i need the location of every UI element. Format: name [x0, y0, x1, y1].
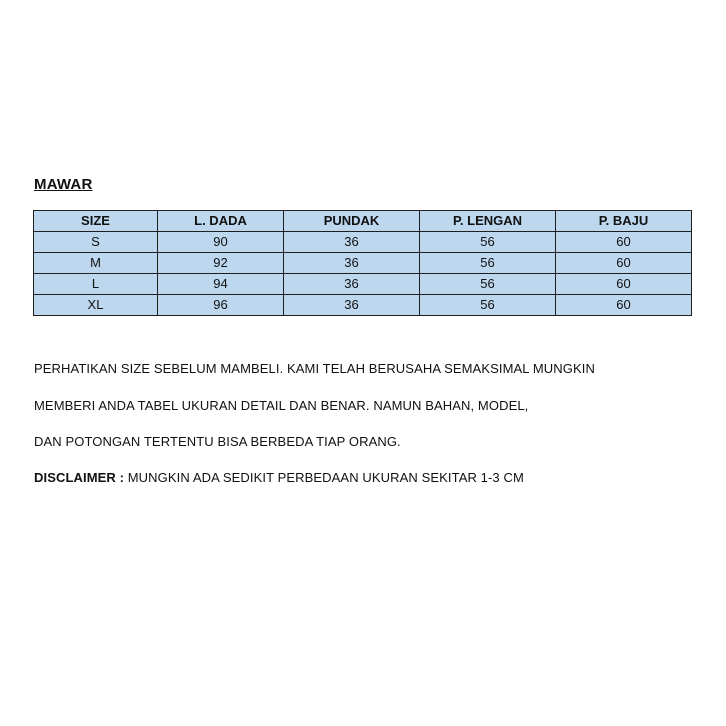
cell-garment-length: 60 — [556, 232, 692, 253]
cell-shoulder: 36 — [284, 253, 420, 274]
table-header-row — [34, 211, 692, 232]
cell-chest-width: 90 — [158, 232, 284, 253]
cell-sleeve-length: 56 — [420, 232, 556, 253]
cell-shoulder: 36 — [284, 274, 420, 295]
cell-size: M — [34, 253, 158, 274]
cell-shoulder: 36 — [284, 232, 420, 253]
cell-sleeve-length: 56 — [420, 253, 556, 274]
cell-shoulder: 36 — [284, 295, 420, 316]
cell-garment-length: 60 — [556, 253, 692, 274]
table-row — [34, 253, 692, 274]
note-line-1: PERHATIKAN SIZE SEBELUM MAMBELI. KAMI TELAH BERUSAHA SEMAKSIMAL MUNGKIN — [34, 361, 595, 376]
cell-sleeve-length: 56 — [420, 274, 556, 295]
cell-size: XL — [34, 295, 158, 316]
cell-garment-length: 60 — [556, 274, 692, 295]
header-size: SIZE — [34, 211, 158, 232]
header-sleeve-length: P. LENGAN — [420, 211, 556, 232]
cell-size: S — [34, 232, 158, 253]
cell-size: L — [34, 274, 158, 295]
disclaimer-text: MUNGKIN ADA SEDIKIT PERBEDAAN UKURAN SEKITAR 1-3 CM — [124, 470, 524, 485]
cell-chest-width: 96 — [158, 295, 284, 316]
disclaimer-label: DISCLAIMER : — [34, 470, 125, 485]
header-shoulder: PUNDAK — [284, 211, 420, 232]
table-row — [34, 274, 692, 295]
table-row — [34, 295, 692, 316]
size-chart-table — [33, 210, 692, 316]
disclaimer — [34, 470, 524, 485]
cell-sleeve-length: 56 — [420, 295, 556, 316]
table-title: MAWAR — [34, 176, 93, 193]
note-line-3: DAN POTONGAN TERTENTU BISA BERBEDA TIAP ORANG. — [34, 434, 401, 449]
header-chest-width: L. DADA — [158, 211, 284, 232]
note-line-2: MEMBERI ANDA TABEL UKURAN DETAIL DAN BENAR. NAMUN BAHAN, MODEL, — [34, 398, 529, 413]
table-row — [34, 232, 692, 253]
cell-chest-width: 92 — [158, 253, 284, 274]
cell-garment-length: 60 — [556, 295, 692, 316]
cell-chest-width: 94 — [158, 274, 284, 295]
header-garment-length: P. BAJU — [556, 211, 692, 232]
